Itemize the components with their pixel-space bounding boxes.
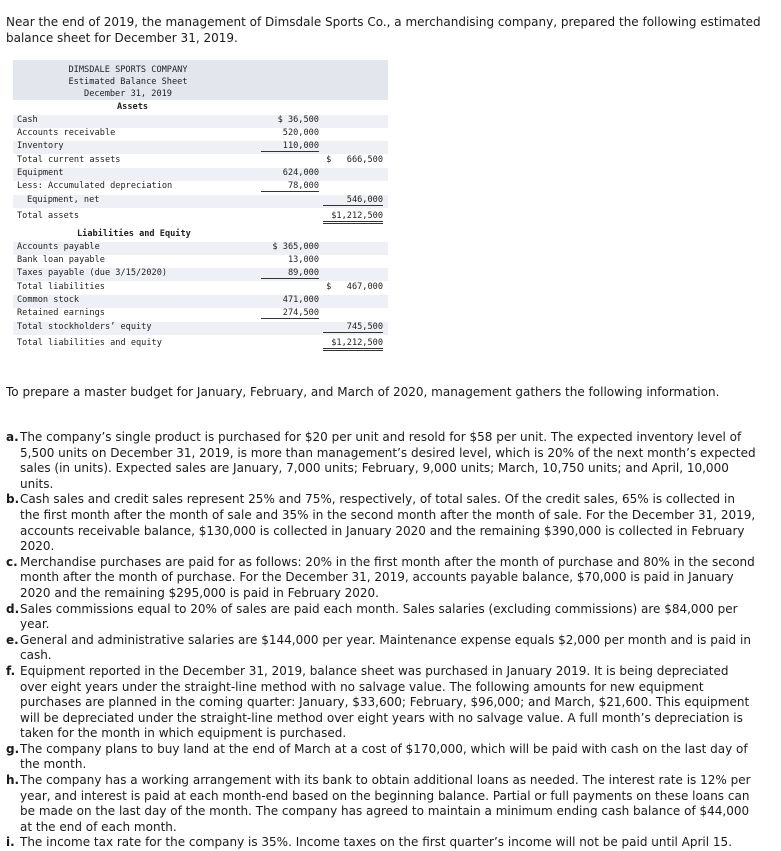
table-row bbox=[13, 168, 388, 181]
item-letter: c. bbox=[6, 554, 18, 569]
row-label: Equipment bbox=[17, 168, 64, 178]
row-total: 546,000 bbox=[323, 195, 383, 206]
row-total: $1,212,500 bbox=[323, 338, 383, 351]
balance-sheet-header bbox=[13, 60, 388, 100]
statement-title: Estimated Balance Sheet bbox=[68, 77, 188, 87]
intro-paragraph: Near the end of 2019, the management of Dimsdale Sports Co., a merchandising company, prepared the following estimated balance sheet for December 31, 2019. bbox=[6, 15, 761, 45]
list-item bbox=[6, 835, 758, 851]
item-text: General and administrative salaries are $144,000 per year. Maintenance expense equals $2,000 per month and is paid in cash. bbox=[20, 632, 751, 663]
list-item bbox=[6, 602, 758, 633]
table-row bbox=[13, 308, 388, 321]
row-amount: 274,500 bbox=[261, 308, 319, 319]
row-label: Less: Accumulated depreciation bbox=[17, 181, 173, 191]
list-item bbox=[6, 555, 758, 602]
row-label: Total stockholders’ equity bbox=[17, 322, 152, 332]
row-label: Total assets bbox=[17, 211, 80, 221]
row-total: 745,500 bbox=[323, 322, 383, 333]
list-item bbox=[6, 430, 758, 492]
row-amount: 78,000 bbox=[261, 181, 319, 192]
list-item bbox=[6, 633, 758, 664]
item-text: The company plans to buy land at the end of March at a cost of $170,000, which will be paid with cash on the last day of the month. bbox=[20, 741, 748, 772]
row-label: Common stock bbox=[17, 295, 80, 305]
row-amount: 13,000 bbox=[287, 255, 319, 265]
row-label: Total liabilities bbox=[17, 282, 105, 292]
item-text: The income tax rate for the company is 35%. Income taxes on the first quarter’s income will not be paid until April 15. bbox=[20, 835, 733, 850]
row-label: Accounts payable bbox=[17, 242, 100, 252]
item-text: Merchandise purchases are paid for as follows: 20% in the first month after the month of purchase and 80% in the second month after the month of purchase. For the December 31, 2019, accounts payable balance, $70,000 is paid in January 2020 and the remaining $295,000 is paid in February 2020. bbox=[20, 554, 755, 600]
row-amount: 471,000 bbox=[282, 295, 319, 305]
row-label: Total liabilities and equity bbox=[17, 338, 162, 348]
prep-paragraph: To prepare a master budget for January, February, and March of 2020, management gathers the following information. bbox=[6, 385, 720, 399]
table-row bbox=[13, 295, 388, 308]
balance-sheet bbox=[13, 60, 388, 353]
item-text: Cash sales and credit sales represent 25% and 75%, respectively, of total sales. Of the credit sales, 65% is collected in the first month after the month of sale and 35% in the second month after the month of sale. For the December 31, 2019, accounts receivable balance, $130,000 is collected in January 2020 and the remaining $390,000 is collected in February 2020. bbox=[20, 492, 756, 554]
item-letter: h. bbox=[6, 773, 20, 788]
liabilities-heading: Liabilities and Equity bbox=[77, 229, 191, 239]
table-row bbox=[13, 255, 388, 268]
company-name: DIMSDALE SPORTS COMPANY bbox=[68, 65, 188, 75]
item-text: Equipment reported in the December 31, 2019, balance sheet was purchased in January 2019. It is being depreciated over eight years under the straight-line method with no salvage value. The following amounts for new equipment purchases are planned in the coming quarter: January, $33,600; February, $96,000; and March, $21,600. This equipment will be depreciated under the straight-line method over eight years with no salvage value. A full month’s depreciation is taken for the month in which equipment is purchased. bbox=[20, 663, 750, 741]
row-amount: $ 36,500 bbox=[277, 115, 319, 125]
row-amount: 520,000 bbox=[282, 128, 319, 138]
table-row bbox=[13, 115, 388, 128]
table-row bbox=[13, 155, 388, 168]
item-letter: b. bbox=[6, 492, 20, 507]
list-item bbox=[6, 773, 758, 835]
item-text: The company has a working arrangement with its bank to obtain additional loans as needed. The interest rate is 12% per year, and interest is paid at each month-end based on the beginning balance. Partial or full payments on these loans can be made on the last day of the month. The company has agreed to maintain a minimum ending cash balance of $44,000 at the end of each month. bbox=[20, 773, 751, 834]
row-label: Total current assets bbox=[17, 155, 121, 165]
table-row bbox=[13, 338, 388, 351]
item-letter: g. bbox=[6, 741, 20, 756]
list-item bbox=[6, 742, 758, 773]
row-label: Retained earnings bbox=[17, 308, 105, 318]
row-label: Taxes payable (due 3/15/2020) bbox=[17, 268, 168, 278]
assets-heading: Assets bbox=[117, 102, 149, 112]
row-label: Bank loan payable bbox=[17, 255, 105, 265]
row-label: Equipment, net bbox=[27, 195, 100, 205]
row-total: $ 467,000 bbox=[326, 282, 383, 292]
table-row bbox=[13, 128, 388, 141]
row-amount: 89,000 bbox=[261, 268, 319, 279]
row-label: Accounts receivable bbox=[17, 128, 116, 138]
statement-date: December 31, 2019 bbox=[84, 89, 172, 99]
item-letter: i. bbox=[6, 835, 15, 850]
row-total: $ 666,500 bbox=[326, 155, 383, 165]
item-text: Sales commissions equal to 20% of sales are paid each month. Sales salaries (excluding commissions) are $84,000 per year. bbox=[20, 601, 738, 632]
table-row bbox=[13, 211, 388, 224]
info-list bbox=[6, 430, 758, 851]
table-row bbox=[13, 268, 388, 281]
table-row bbox=[13, 322, 388, 335]
table-row bbox=[13, 181, 388, 194]
row-label: Cash bbox=[17, 115, 38, 125]
list-item bbox=[6, 664, 758, 742]
table-row bbox=[13, 282, 388, 295]
item-letter: a. bbox=[6, 430, 19, 444]
row-label: Inventory bbox=[17, 141, 64, 151]
table-row bbox=[13, 141, 388, 154]
item-letter: e. bbox=[6, 632, 19, 647]
row-total: $1,212,500 bbox=[323, 211, 383, 224]
item-letter: f. bbox=[6, 663, 16, 678]
table-row bbox=[13, 195, 388, 208]
item-text: The company’s single product is purchased for $20 per unit and resold for $58 per unit. The expected inventory level of 5,500 units on December 31, 2019, is more than management’s desired level, which is 20% of the next month’s expected sales (in units). Expected sales are January, 7,000 units; February, 9,000 units; March, 10,750 units; and April, 10,000 units. bbox=[20, 430, 756, 491]
row-amount: 110,000 bbox=[261, 141, 319, 152]
row-amount: $ 365,000 bbox=[272, 242, 319, 252]
list-item bbox=[6, 492, 758, 554]
item-letter: d. bbox=[6, 601, 20, 616]
row-amount: 624,000 bbox=[282, 168, 319, 178]
table-row bbox=[13, 242, 388, 255]
